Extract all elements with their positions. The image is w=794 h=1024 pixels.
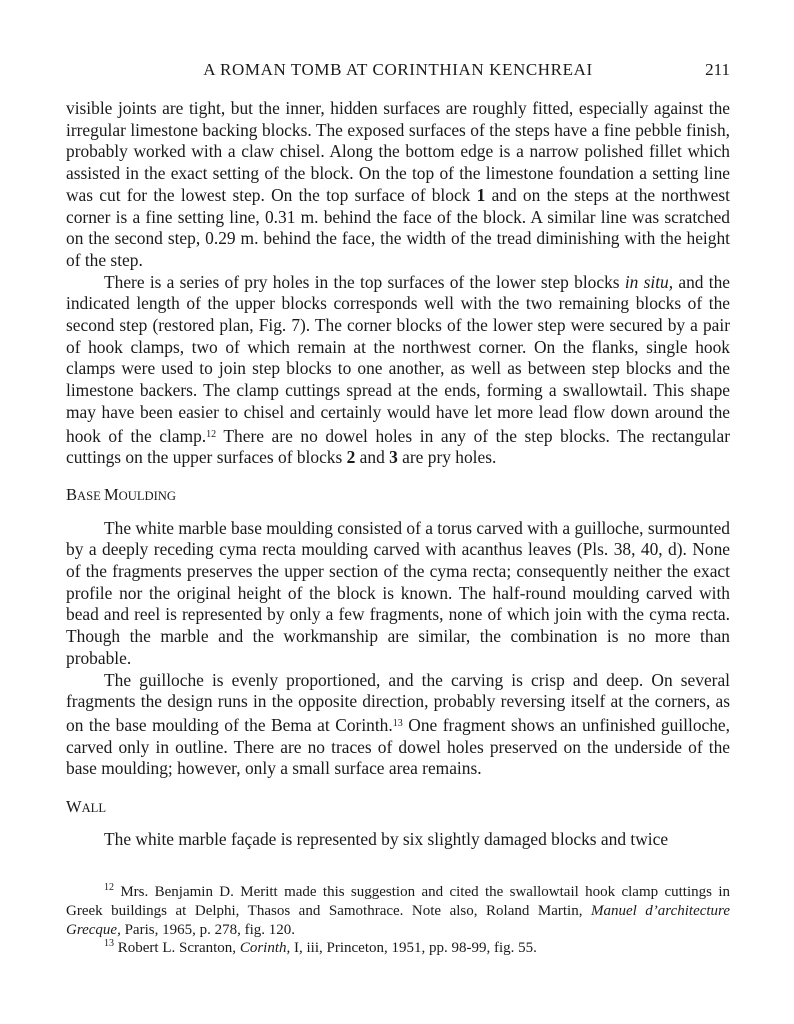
body-text (66, 98, 730, 851)
footnote-ref-12[interactable]: 12 (206, 428, 217, 440)
paragraph-wall: The white marble façade is represented by six slightly damaged blocks and twice (104, 828, 669, 849)
text-run: Paris, 1965, p. 278, fig. 120. (120, 921, 296, 938)
heading-initial: W (66, 797, 82, 817)
text-run: and the indicated length of the upper blocks corresponds well with the two remaining blocks of the second step (restored plan, Fig. 7). The corner blocks of the lower step were secured by a pair of hook clamps, two of which remain at the northwest corner. On the flanks, single hook clamps were used to join step blocks to one another, as well as between step blocks and the limestone backers. The clamp cuttings spread at the ends, forming a swallowtail. This shape may have been easier to chisel and certainly would have let more lead flow down around the hook of the clamp. (66, 271, 730, 446)
text-run: One fragment shows an unfinished guilloche, carved only in outline. There are no traces of dowel holes preserved on the underside of the base moulding; however, only a small surface area remains. (66, 714, 730, 779)
block-number: 1 (476, 184, 486, 205)
block-number: 3 (389, 447, 398, 468)
text-run: visible joints are tight, but the inner, hidden surfaces are roughly fitted, especially against the irregular limestone backing blocks. The exposed surfaces of the steps have a fine pebble finish, probably worked with a claw chisel. Along the bottom edge is a narrow polished fillet which assisted in the exact setting of the block. On the top of the limestone foundation a setting line was cut for the lowest step. On the top surface of block (66, 98, 730, 205)
text-run: There are no dowel holes in any of the step blocks. The rectangular cuttings on the upper surfaces of blocks (66, 425, 730, 468)
heading-initial: M (103, 484, 119, 504)
citation-title: Corinth, (239, 940, 291, 957)
paragraph-base-moulding: The white marble base moulding consisted of a torus carved with a guilloche, surmounted by a deeply receding cyma recta moulding carved with acanthus leaves (Pls. 38, 40, d). None of the fragments preserves the upper section of the cyma recta; consequently neither the exact profile nor the original height of the block is known. The half-round moulding carved with bead and reel is represented by only a few fragments, none of which join with the cyma recta. Though the marble and the workmanship are similar, the combination is no more than probable. (66, 517, 730, 668)
italic-term: in situ, (624, 271, 674, 292)
page-header (66, 60, 730, 84)
text-run: There is a series of pry holes in the top surfaces of the lower step blocks (104, 271, 625, 292)
section-heading-wall (66, 796, 730, 820)
heading-initial: B (66, 484, 78, 504)
running-title: A ROMAN TOMB AT CORINTHIAN KENCHREAI (203, 60, 593, 79)
text-run: and (355, 447, 390, 468)
citation-title: Manuel d’architecture Grecque, (66, 902, 730, 938)
footnote-13 (66, 939, 730, 958)
text-run: Mrs. Benjamin D. Meritt made this suggestion and cited the swallowtail hook clamp cuttings in Greek buildings at Delphi, Thasos and Samothrace. Note also, Roland Martin, (66, 884, 730, 919)
heading-smallcaps: ALL (81, 801, 107, 816)
text-run: I, iii, Princeton, 1951, pp. 98-99, fig. 55. (290, 940, 537, 957)
footnote-12 (66, 883, 730, 939)
text-run: Robert L. Scranton, (114, 940, 240, 957)
block-number: 2 (346, 447, 356, 468)
heading-smallcaps: OULDING (118, 488, 177, 503)
paragraph-guilloche (66, 670, 730, 781)
footnote-number: 13 (104, 938, 114, 950)
text-run: are pry holes. (397, 447, 497, 468)
footnote-number: 12 (104, 882, 114, 893)
footnotes (66, 883, 730, 958)
paragraph-steps-finish (66, 98, 730, 272)
text-run: and on the steps at the northwest corner is a fine setting line, 0.31 m. behind the face of the block. A similar line was scratched on the second step, 0.29 m. behind the face, the width of the tread diminishing with the height of the step. (66, 184, 730, 270)
paragraph-pry-holes (66, 272, 730, 469)
heading-smallcaps: ASE (77, 488, 104, 503)
page-number: 211 (705, 60, 730, 79)
section-heading-base-moulding (66, 484, 730, 508)
footnote-ref-13[interactable]: 13 (392, 717, 403, 729)
text-run: The guilloche is evenly proportioned, and the carving is crisp and deep. On several fragments the design runs in the opposite direction, probably reversing itself at the corners, as on the base moulding of the Bema at Corinth. (66, 669, 730, 735)
